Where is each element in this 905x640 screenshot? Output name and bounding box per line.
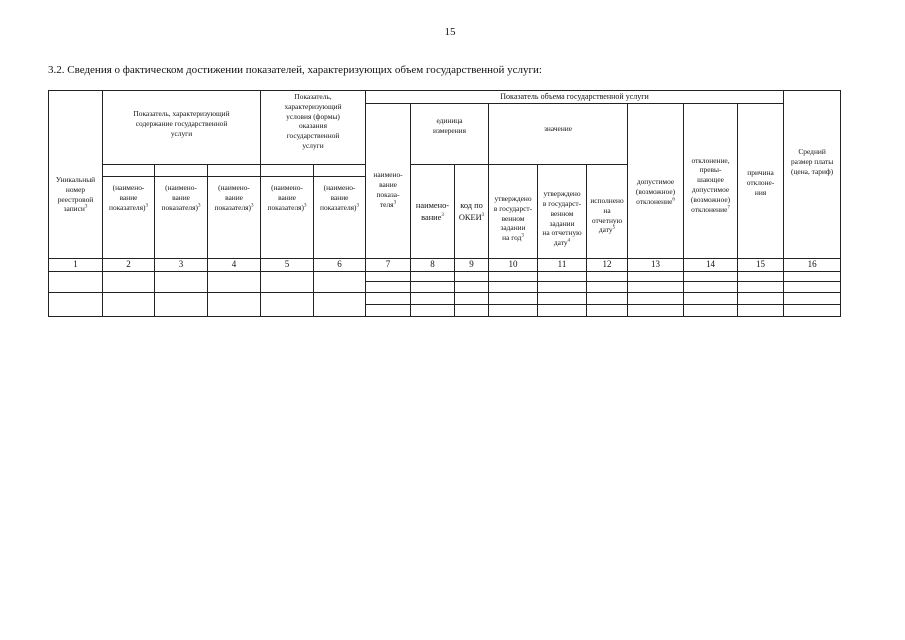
table-cell [366,271,411,281]
table-cell [261,271,314,292]
table-cell [411,271,455,281]
table-cell [628,281,684,292]
table-cell [103,271,155,292]
table-cell [455,304,489,316]
column-number: 16 [784,259,841,272]
table-cell [155,292,208,316]
table-cell [538,271,587,281]
table-cell [366,281,411,292]
header-sub-name-5: (наимено- вание показателя)$^3$ [261,177,314,259]
column-number: 6 [314,259,366,272]
table-cell [738,304,784,316]
column-number: 12 [587,259,628,272]
table-cell [587,304,628,316]
header-unit-name: наимено- вание$^3$ [411,165,455,259]
table-cell [489,281,538,292]
header-sub-blank-3 [155,165,208,177]
table-cell [784,292,841,304]
table-cell [411,281,455,292]
table-cell [49,292,103,316]
header-sub-name-6: (наимено- вание показателя)$^3$ [314,177,366,259]
table-cell [103,292,155,316]
volume-indicators-table [48,90,841,317]
table-cell [738,281,784,292]
column-numbers-row [49,259,841,272]
header-sub-name-3: (наимено- вание показателя)$^3$ [155,177,208,259]
column-number: 7 [366,259,411,272]
table-cell [366,304,411,316]
table-cell [628,271,684,281]
table-cell [489,292,538,304]
column-number: 11 [538,259,587,272]
table-cell [538,281,587,292]
header-volume-indicator: Показатель объема государственной услуги [366,91,784,104]
table-cell [366,292,411,304]
table-cell [455,292,489,304]
column-number: 1 [49,259,103,272]
column-number: 8 [411,259,455,272]
table-cell [684,304,738,316]
table-cell [684,281,738,292]
table-cell [314,292,366,316]
header-executed-date: исполнено на отчетную дату$^5$ [587,165,628,259]
header-unit: единица измерения [411,104,489,165]
table-cell [208,271,261,292]
table-row [49,271,841,281]
table-cell [489,271,538,281]
table-cell [784,304,841,316]
table-cell [261,292,314,316]
header-content-indicator: Показатель, характеризующий содержание государственной услуги [103,91,261,165]
table-row [49,292,841,304]
header-allowed-deviation: допустимое (возможное) отклонение$^6$ [628,104,684,259]
header-sub-blank-5 [261,165,314,177]
table-cell [738,271,784,281]
table-cell [587,271,628,281]
table-cell [784,271,841,281]
header-sub-name-2: (наимено- вание показателя)$^3$ [103,177,155,259]
table-cell [455,281,489,292]
header-approved-date: утверждено в государст- венном задании на отчетную дату$^4$ [538,165,587,259]
column-number: 3 [155,259,208,272]
table-cell [738,292,784,304]
header-sub-name-4: (наимено- вание показателя)$^3$ [208,177,261,259]
table-cell [155,271,208,292]
section-title: 3.2. Сведения о фактическом достижении показателей, характеризующих объем государственной услуги: [48,64,542,76]
column-number: 15 [738,259,784,272]
column-number: 13 [628,259,684,272]
header-sub-blank-6 [314,165,366,177]
column-number: 2 [103,259,155,272]
column-number: 14 [684,259,738,272]
table-cell [411,292,455,304]
table-cell [538,304,587,316]
header-condition-indicator: Показатель, характеризующий условия (формы) оказания государственной услуги [261,91,366,165]
header-average-fee: Средний размер платы (цена, тариф) [784,91,841,259]
table-cell [314,271,366,292]
header-unique-number: Уникальный номер реестровой записи$^3$ [49,91,103,259]
header-sub-blank-4 [208,165,261,177]
column-number: 4 [208,259,261,272]
header-okei-code: код по ОКЕИ$^3$ [455,165,489,259]
page-number: 15 [444,26,456,38]
table-cell [49,271,103,292]
table-cell [489,304,538,316]
table-cell [684,292,738,304]
table-cell [628,292,684,304]
header-value: значение [489,104,628,165]
header-indicator-name: наимено- вание показа- теля$^3$ [366,104,411,259]
header-sub-blank-2 [103,165,155,177]
table-cell [538,292,587,304]
table-cell [784,281,841,292]
header-approved-year: утверждено в государст- венном задании на год$^3$ [489,165,538,259]
table-cell [455,271,489,281]
column-number: 10 [489,259,538,272]
table-cell [684,271,738,281]
header-deviation-reason: причина отклоне- ния [738,104,784,259]
column-number: 9 [455,259,489,272]
table-cell [208,292,261,316]
column-number: 5 [261,259,314,272]
table-cell [628,304,684,316]
header-exceeding-deviation: отклонение, превы- шающее допустимое (возможное) отклонение$^7$ [684,104,738,259]
table-cell [411,304,455,316]
table-cell [587,292,628,304]
table-cell [587,281,628,292]
